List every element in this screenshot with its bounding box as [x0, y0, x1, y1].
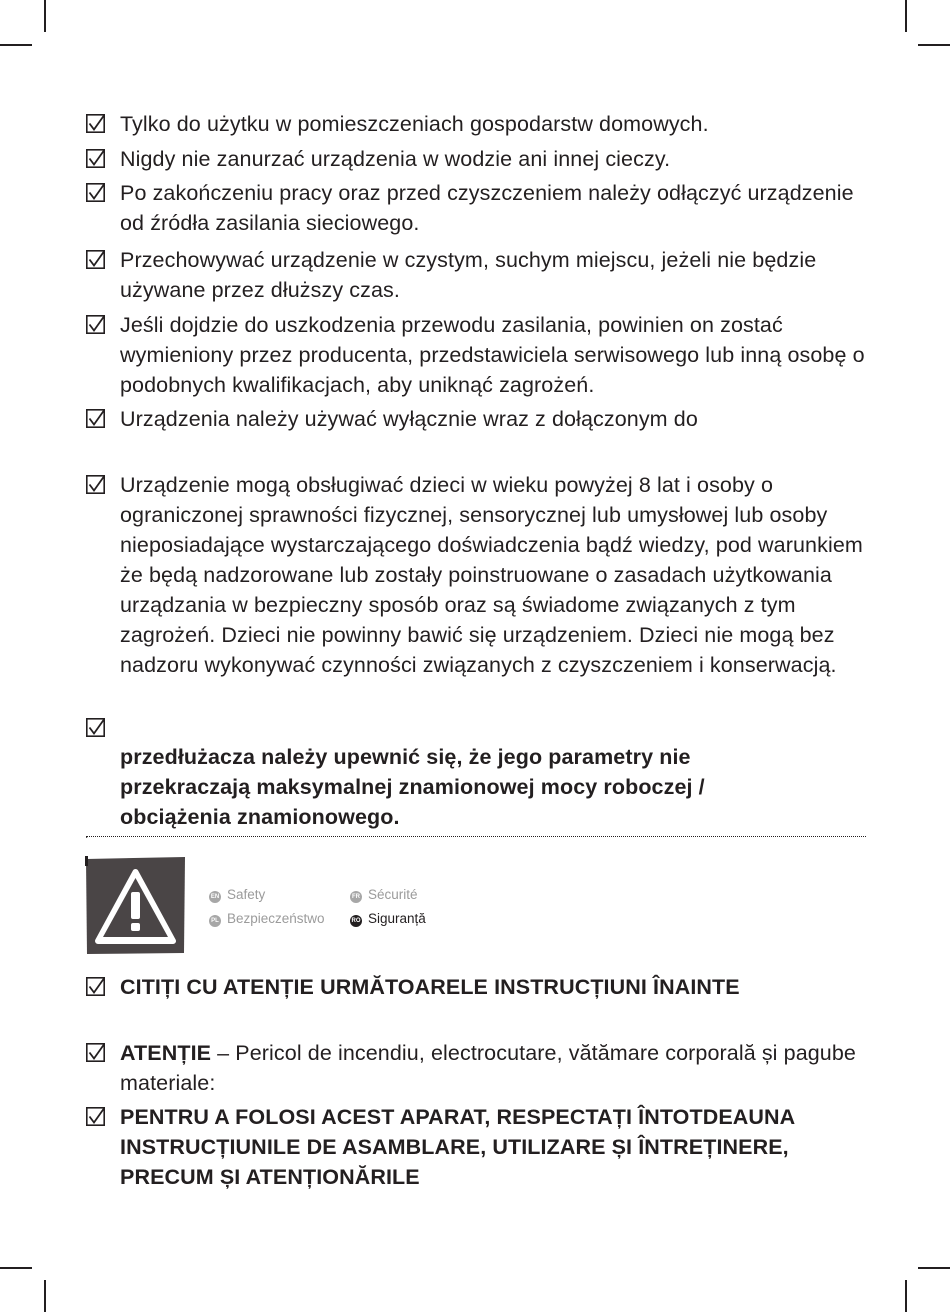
checkbox-icon [86, 1043, 105, 1062]
language-option-fr[interactable] [350, 887, 418, 903]
item-text: Jeśli dojdzie do uszkodzenia przewodu zasilania, powinien on zostać wymieniony przez producenta, przedstawiciela serwisowego lub inną osobę o podobnych kwalifikacjach, aby uniknąć zagrożeń. [120, 313, 865, 397]
checkbox-icon [86, 114, 105, 133]
polish-item-6 [86, 404, 886, 434]
checkbox-icon [86, 149, 105, 168]
language-option-en[interactable] [209, 887, 265, 903]
item-text: Nigdy nie zanurzać urządzenia w wodzie ani innej cieczy. [120, 147, 671, 171]
crop-mark [918, 44, 950, 46]
item-text: Po zakończeniu pracy oraz przed czyszczeniem należy odłączyć urządzenie od źródła zasilania sieciowego. [120, 181, 854, 235]
crop-mark [905, 0, 907, 32]
checkbox-icon [86, 977, 105, 996]
checkbox-icon [86, 1107, 105, 1126]
item-text: Urządzenie mogą obsługiwać dzieci w wieku powyżej 8 lat i osoby o ograniczonej sprawności fizycznej, sensorycznej lub umysłowej lub osoby nieposiadające wystarczającego doświadczenia bądź wiedzy, pod warunkiem że będą nadzorowane lub zostały poinstruowane o zasadach użytkowania urządzania w bezpieczny sposób oraz są świadome związanych z tym zagrożeń. Dzieci nie powinny bawić się urządzeniem. Dzieci nie mogą bez nadzoru wykonywać czynności związanych z czyszczeniem i konserwacją. [120, 473, 863, 677]
polish-item-7 [86, 470, 886, 680]
polish-item-3 [86, 178, 886, 238]
item-text: Przechowywać urządzenie w czystym, suchym miejscu, jeżeli nie będzie używane przez dłuższy czas. [120, 248, 817, 302]
flag-ro-icon: RO [350, 915, 362, 927]
crop-mark [918, 1267, 950, 1269]
item-text: – Pericol de incendiu, electrocutare, vătămare corporală și pagube materiale: [120, 1041, 856, 1095]
romanian-item-2 [86, 1038, 886, 1098]
language-label: Siguranță [368, 911, 426, 926]
flag-fr-icon: FR [350, 891, 362, 903]
flag-en-icon: EN [209, 891, 221, 903]
crop-mark [0, 1267, 32, 1269]
section-divider [86, 836, 866, 837]
language-label: Sécurité [368, 887, 418, 902]
polish-item-4 [86, 245, 886, 305]
crop-mark [44, 1280, 46, 1312]
checkbox-icon [86, 475, 105, 494]
divider-dot: · [85, 832, 89, 843]
language-label: Bezpieczeństwo [227, 911, 325, 926]
crop-mark [0, 44, 32, 46]
language-option-ro[interactable] [350, 911, 426, 927]
flag-pl-icon: PL [209, 915, 221, 927]
checkbox-icon [86, 409, 105, 428]
checkbox-icon [86, 250, 105, 269]
romanian-item-3 [86, 1102, 886, 1192]
polish-item-2 [86, 144, 886, 174]
romanian-item-1 [86, 972, 886, 1002]
item-text: Urządzenia należy używać wyłącznie wraz z dołączonym do [120, 407, 698, 431]
checkbox-icon [86, 718, 105, 737]
checkbox-icon [86, 315, 105, 334]
polish-item-5 [86, 310, 886, 400]
crop-mark [905, 1280, 907, 1312]
item-bold-text: ATENȚIE [120, 1041, 212, 1065]
bold-note-text: przedłużacza należy upewnić się, że jego parametry nie przekraczają maksymalnej znamionowej mocy roboczej / obciążenia znamionowego. [120, 745, 705, 829]
language-label: Safety [227, 887, 266, 902]
language-option-pl[interactable] [209, 911, 325, 927]
polish-item-1 [86, 109, 886, 139]
polish-bold-note [86, 742, 886, 832]
item-bold-text: PENTRU A FOLOSI ACEST APARAT, RESPECTAȚI ÎNTOTDEAUNA INSTRUCȚIUNILE DE ASAMBLARE, UTILIZARE ȘI ÎNTREȚINERE, PRECUM ȘI ATENȚIONĂRILE [120, 1105, 795, 1189]
item-text: Tylko do użytku w pomieszczeniach gospodarstw domowych. [120, 112, 709, 136]
item-bold-text: CITIȚI CU ATENȚIE URMĂTOARELE INSTRUCȚIUNI ÎNAINTE [120, 975, 740, 999]
crop-mark [44, 0, 46, 32]
warning-triangle-icon [85, 856, 186, 955]
checkbox-icon [86, 183, 105, 202]
